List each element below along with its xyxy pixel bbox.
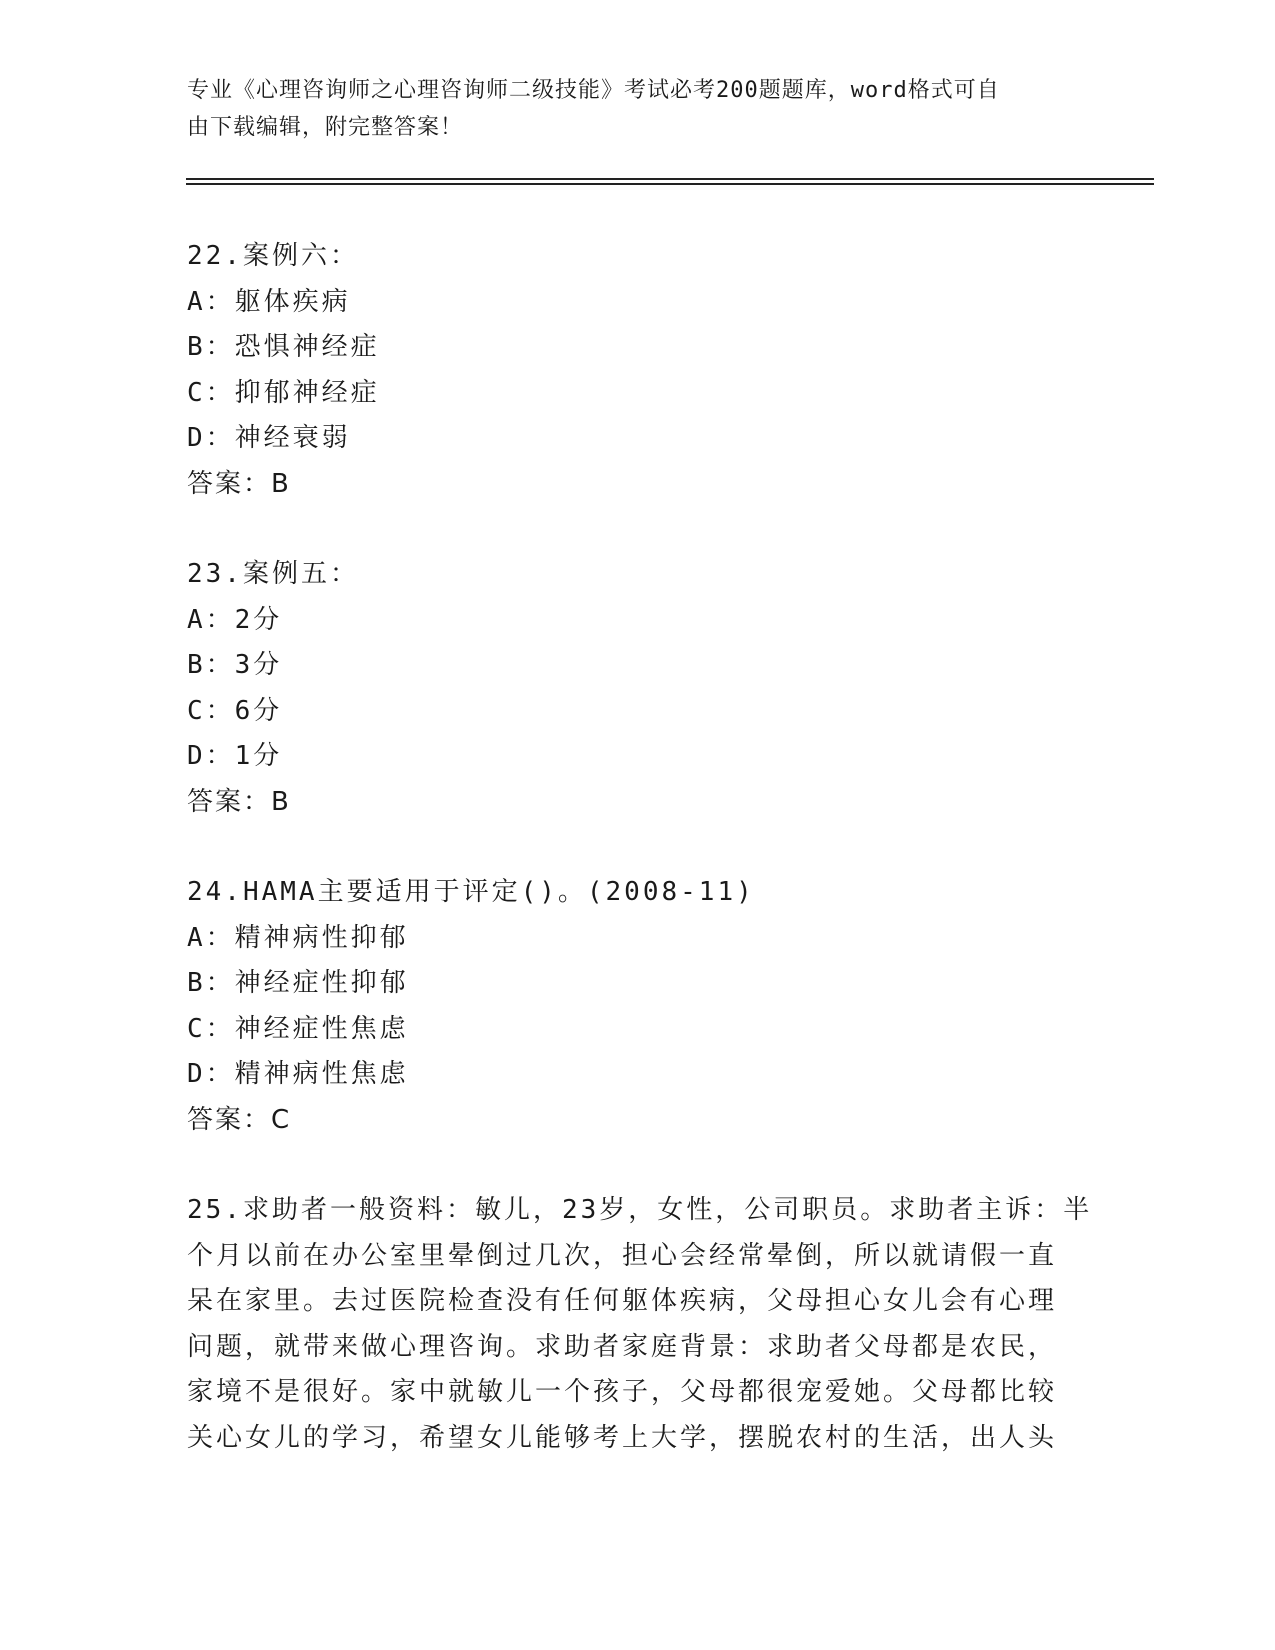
question-24 <box>187 870 1087 1143</box>
question-25 <box>187 1188 1093 1461</box>
option-d: D：1分 <box>187 741 283 771</box>
question-22 <box>187 234 1087 507</box>
paragraph-line: 个月以前在办公室里晕倒过几次，担心会经常晕倒，所以就请假一直 <box>187 1240 1058 1271</box>
option-b: B：神经症性抑郁 <box>187 968 409 998</box>
option-a: A：2分 <box>187 604 283 635</box>
question-23 <box>187 552 1087 825</box>
question-stem: 22.案例六： <box>187 241 359 271</box>
header-line-2: 由下载编辑，附完整答案！ <box>187 115 464 140</box>
option-c: C：6分 <box>187 695 283 726</box>
question-stem: 23.案例五： <box>187 559 359 589</box>
option-b: B：恐惧神经症 <box>187 332 380 362</box>
question-stem: 24.HAMA主要适用于评定()。(2008-11) <box>187 877 755 907</box>
paragraph-line: 25.求助者一般资料：敏儿，23岁，女性，公司职员。求助者主诉：半 <box>187 1195 1093 1225</box>
option-d: D：精神病性焦虑 <box>187 1059 409 1089</box>
header-line-1: 专业《心理咨询师之心理咨询师二级技能》考试必考200题题库，word格式可自 <box>187 78 1000 103</box>
option-b: B：3分 <box>187 650 283 680</box>
paragraph-line: 关心女儿的学习，希望女儿能够考上大学，摆脱农村的生活，出人头 <box>187 1422 1058 1453</box>
paragraph-line: 呆在家里。去过医院检查没有任何躯体疾病，父母担心女儿会有心理 <box>187 1286 1058 1316</box>
document-header <box>187 72 1067 146</box>
header-divider-bottom <box>186 183 1154 185</box>
option-d: D：神经衰弱 <box>187 423 351 453</box>
answer: 答案：C <box>187 1104 292 1135</box>
option-a: A：躯体疾病 <box>187 286 351 317</box>
option-c: C：抑郁神经症 <box>187 377 380 408</box>
answer: 答案：B <box>187 468 291 499</box>
question-list <box>187 234 1093 1461</box>
answer: 答案：B <box>187 786 291 817</box>
option-a: A：精神病性抑郁 <box>187 922 409 953</box>
option-c: C：神经症性焦虑 <box>187 1013 409 1044</box>
header-divider-top <box>186 178 1154 180</box>
paragraph-line: 家境不是很好。家中就敏儿一个孩子，父母都很宠爱她。父母都比较 <box>187 1377 1058 1407</box>
paragraph-line: 问题，就带来做心理咨询。求助者家庭背景：求助者父母都是农民， <box>187 1331 1058 1362</box>
